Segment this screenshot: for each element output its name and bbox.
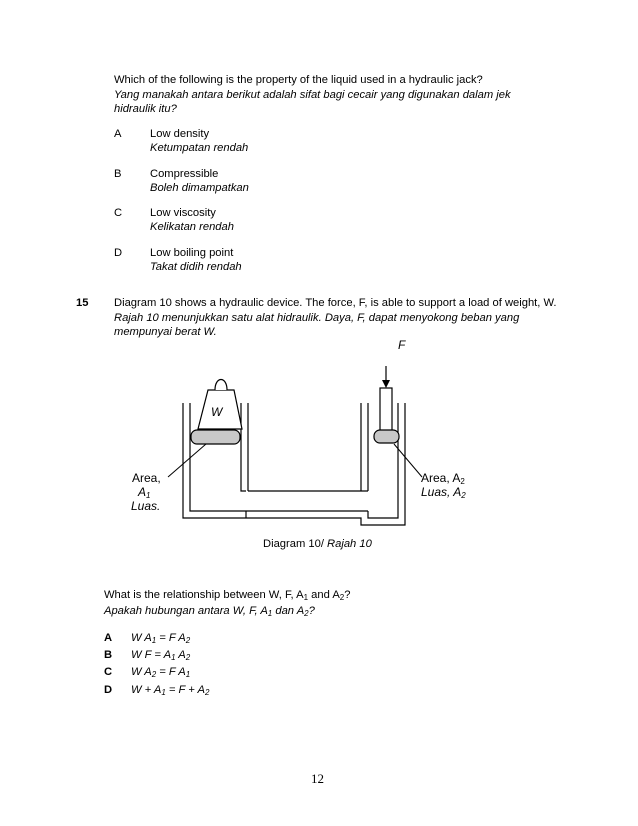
option-text-en: Low viscosity: [150, 207, 216, 219]
option-letter: D: [114, 247, 123, 259]
option-letter: A: [114, 128, 122, 140]
option-formula: $W + A_1 = F + A_2$: [131, 684, 210, 697]
q15-stem-ms-line1: Rajah 10 menunjukkan satu alat hidraulik. Daya, F, dapat menyokong beban yang: [114, 312, 520, 324]
option-letter: D: [104, 684, 113, 696]
option-letter: C: [104, 666, 113, 678]
left-cylinder-right-wall-inner: [241, 403, 246, 491]
option-formula: W $A_2 = F$ $A_1$: [131, 666, 191, 679]
left-piston: [191, 430, 240, 444]
diagram-caption: Diagram 10/ Rajah 10: [263, 538, 372, 550]
force-label: F: [398, 338, 406, 352]
left-area-leader: [168, 444, 206, 477]
option-text-ms: Ketumpatan rendah: [150, 142, 249, 154]
right-piston: [374, 430, 399, 443]
q15-number: 15: [76, 297, 89, 309]
weight-label: W: [211, 405, 223, 419]
option-formula: W $F = A_1$ $A_2$: [131, 649, 191, 662]
option-text-en: Compressible: [150, 168, 219, 180]
force-arrow-head: [382, 380, 390, 388]
right-piston-rod: [380, 388, 392, 431]
option-text-en: Low boiling point: [150, 247, 234, 259]
left-area-label-line3: Luas.: [131, 499, 161, 513]
left-area-label-line2: $A_1$: [138, 485, 151, 500]
option-formula: W $A_1 = F$ $A_2$: [131, 632, 191, 645]
q15-question-ms: Apakah hubungan antara W, F, $A_1$ dan $A_2$?: [104, 605, 315, 618]
option-text-ms: Kelikatan rendah: [150, 221, 234, 233]
option-text-ms: Boleh dimampatkan: [150, 182, 249, 194]
option-text-en: Low density: [150, 128, 210, 140]
q14-stem-en: Which of the following is the property of the liquid used in a hydraulic jack?: [114, 74, 483, 86]
option-letter: B: [104, 649, 113, 661]
right-area-label-line1: Area, $A_2$: [421, 471, 465, 486]
page-number: 12: [311, 771, 324, 786]
option-letter: C: [114, 207, 123, 219]
option-letter: B: [114, 168, 122, 180]
weight-handle: [215, 380, 227, 391]
option-letter: A: [104, 632, 113, 644]
q15-question-en: What is the relationship between W, F, $A_1$ and $A_2$?: [104, 589, 351, 602]
q14-stem-ms-line2: hidraulik itu?: [114, 103, 177, 115]
right-area-label-line2: Luas, $A_2$: [421, 485, 466, 500]
left-area-label-line1: Area,: [132, 471, 161, 485]
q14-stem-ms-line1: Yang manakah antara berikut adalah sifat bagi cecair yang digunakan dalam jek: [114, 89, 511, 101]
q15-stem-en: Diagram 10 shows a hydraulic device. The force, F, is able to support a load of weight, W.: [114, 297, 557, 309]
option-text-ms: Takat didih rendah: [150, 261, 242, 273]
q15-stem-ms-line2: mempunyai berat W.: [114, 326, 217, 338]
